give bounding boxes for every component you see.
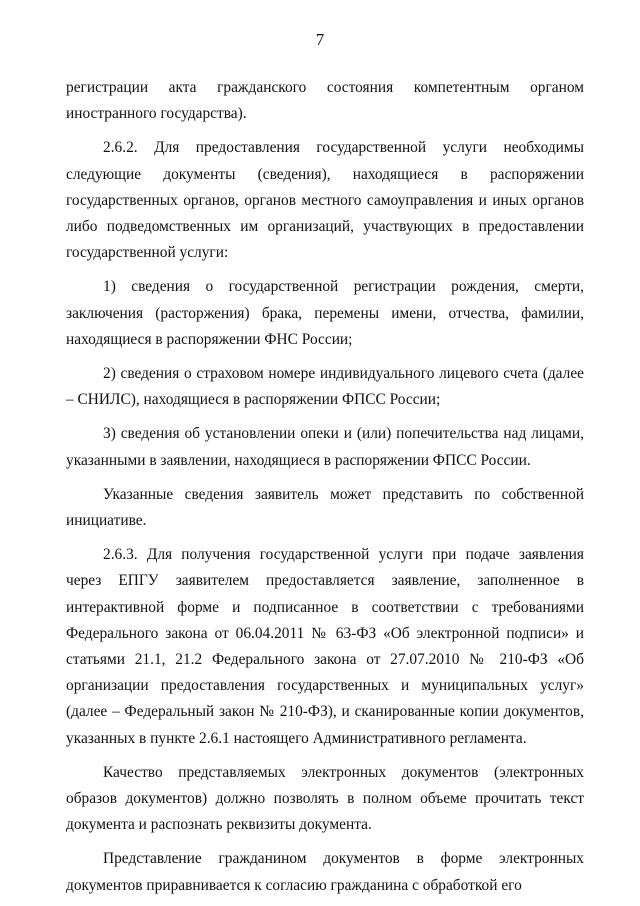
page-number: 7 bbox=[315, 30, 325, 49]
paragraph-2-6-3: 2.6.3. Для получения государственной услуги при подаче заявления через ЕПГУ заявителем предоставляется заявление, заполненное в интерактивной форме и подписанное в соответствии с требованиями Федерального закона от 06.04.2011 № 63-ФЗ «Об электронной подписи» и статьями 21.1, 21.2 Федерального закона от 27.07.2010 № 210-ФЗ «Об организации предоставления государственных и муниципальных услуг» (далее – Федеральный закон № 210-ФЗ), и сканированные копии документов, указанных в пункте 2.6.1 настоящего Административного регламента. bbox=[66, 546, 584, 747]
list-item-3: 3) сведения об установлении опеки и (или) попечительства над лицами, указанными в заявлении, находящиеся в распоряжении ФПСС России. bbox=[66, 425, 584, 469]
list-item-1: 1) сведения о государственной регистрации рождения, смерти, заключения (расторжения) брака, перемены имени, отчества, фамилии, находящиеся в распоряжении ФНС России; bbox=[66, 278, 584, 348]
paragraph-initiative: Указанные сведения заявитель может представить по собственной инициативе. bbox=[66, 485, 584, 530]
list-item-2: 2) сведения о страховом номере индивидуального лицевого счета (далее – СНИЛС), находящиеся в распоряжении ФПСС России; bbox=[66, 365, 584, 409]
paragraph-2-6-2: 2.6.2. Для предоставления государственной услуги необходимы следующие документы (сведения), находящиеся в распоряжении государственных органов, органов местного самоуправления и иных органов либо подведомственных им организаций, участвующих в предоставлении государственной услуги: bbox=[66, 139, 584, 262]
paragraph-representation: Представление гражданином документов в форме электронных документов приравнивается к согласию гражданина с обработкой его bbox=[66, 850, 584, 894]
paragraph-continuation: регистрации акта гражданского состояния компетентным органом иностранного государства). bbox=[66, 79, 584, 123]
paragraph-quality: Качество представляемых электронных документов (электронных образов документов) должно позволять в полном объеме прочитать текст документа и распознать реквизиты документа. bbox=[66, 763, 584, 834]
document-body bbox=[66, 75, 584, 906]
